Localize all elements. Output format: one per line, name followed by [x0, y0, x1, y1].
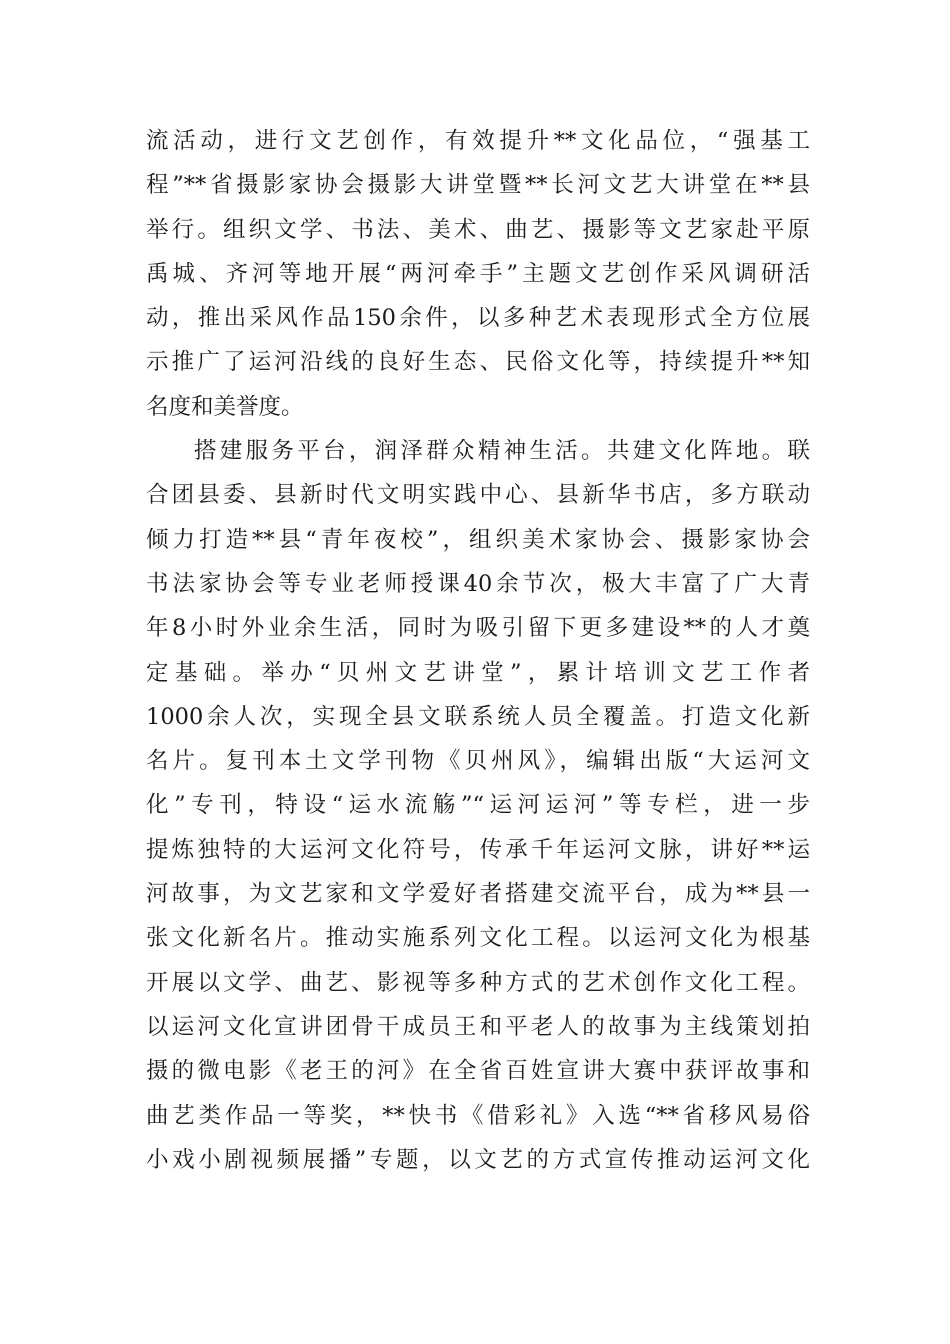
text-line: 流活动，进行文艺创作，有效提升**文化品位，“强基工: [146, 128, 810, 154]
text-line: 提炼独特的大运河文化符号，传承千年运河文脉，讲好**运: [146, 836, 810, 863]
text-line: 合团县委、县新时代文明实践中心、县新华书店，多方联动: [146, 482, 810, 509]
text-line: 曲艺类作品一等奖，**快书《借彩礼》入选“**省移风易俗: [146, 1102, 810, 1129]
text-line: 1000余人次，实现全县文联系统人员全覆盖。打造文化新: [146, 703, 810, 730]
body-text: [146, 119, 810, 1182]
text-line: 倾力打造**县“青年夜校”，组织美术家协会、摄影家协会: [146, 526, 810, 553]
text-line: 程”**省摄影家协会摄影大讲堂暨**长河文艺大讲堂在**县: [146, 172, 810, 199]
text-line: 搭建服务平台，润泽群众精神生活。共建文化阵地。联: [194, 438, 810, 465]
text-line: 示推广了运河沿线的良好生态、民俗文化等，持续提升**知: [146, 349, 810, 376]
text-line: 名度和美誉度。: [146, 393, 304, 420]
text-line: 动，推出采风作品150余件，以多种艺术表现形式全方位展: [146, 305, 810, 332]
paragraph-2: [146, 429, 810, 1182]
text-line: 举行。组织文学、书法、美术、曲艺、摄影等文艺家赴平原: [146, 216, 810, 243]
text-line: 定基础。举办“贝州文艺讲堂”，累计培训文艺工作者: [146, 659, 810, 686]
text-line: 开展以文学、曲艺、影视等多种方式的艺术创作文化工程。: [146, 969, 810, 996]
text-line: 名片。复刊本土文学刊物《贝州风》，编辑出版“大运河文: [146, 748, 810, 775]
paragraph-1: [146, 119, 810, 429]
text-line: 小戏小剧视频展播”专题，以文艺的方式宣传推动运河文化: [146, 1146, 810, 1173]
text-line: 张文化新名片。推动实施系列文化工程。以运河文化为根基: [146, 925, 810, 952]
text-line: 摄的微电影《老王的河》在全省百姓宣讲大赛中获评故事和: [146, 1058, 810, 1085]
text-line: 化”专刊，特设“运水流觞”“运河运河”等专栏，进一步: [146, 792, 810, 819]
text-line: 年8小时外业余生活，同时为吸引留下更多建设**的人才奠: [146, 615, 810, 642]
text-line: 河故事，为文艺家和文学爱好者搭建交流平台，成为**县一: [146, 881, 810, 908]
text-line: 以运河文化宣讲团骨干成员王和平老人的故事为主线策划拍: [146, 1013, 810, 1040]
text-line: 禹城、齐河等地开展“两河牵手”主题文艺创作采风调研活: [146, 260, 810, 287]
text-line: 书法家协会等专业老师授课40余节次，极大丰富了广大青: [146, 570, 810, 597]
